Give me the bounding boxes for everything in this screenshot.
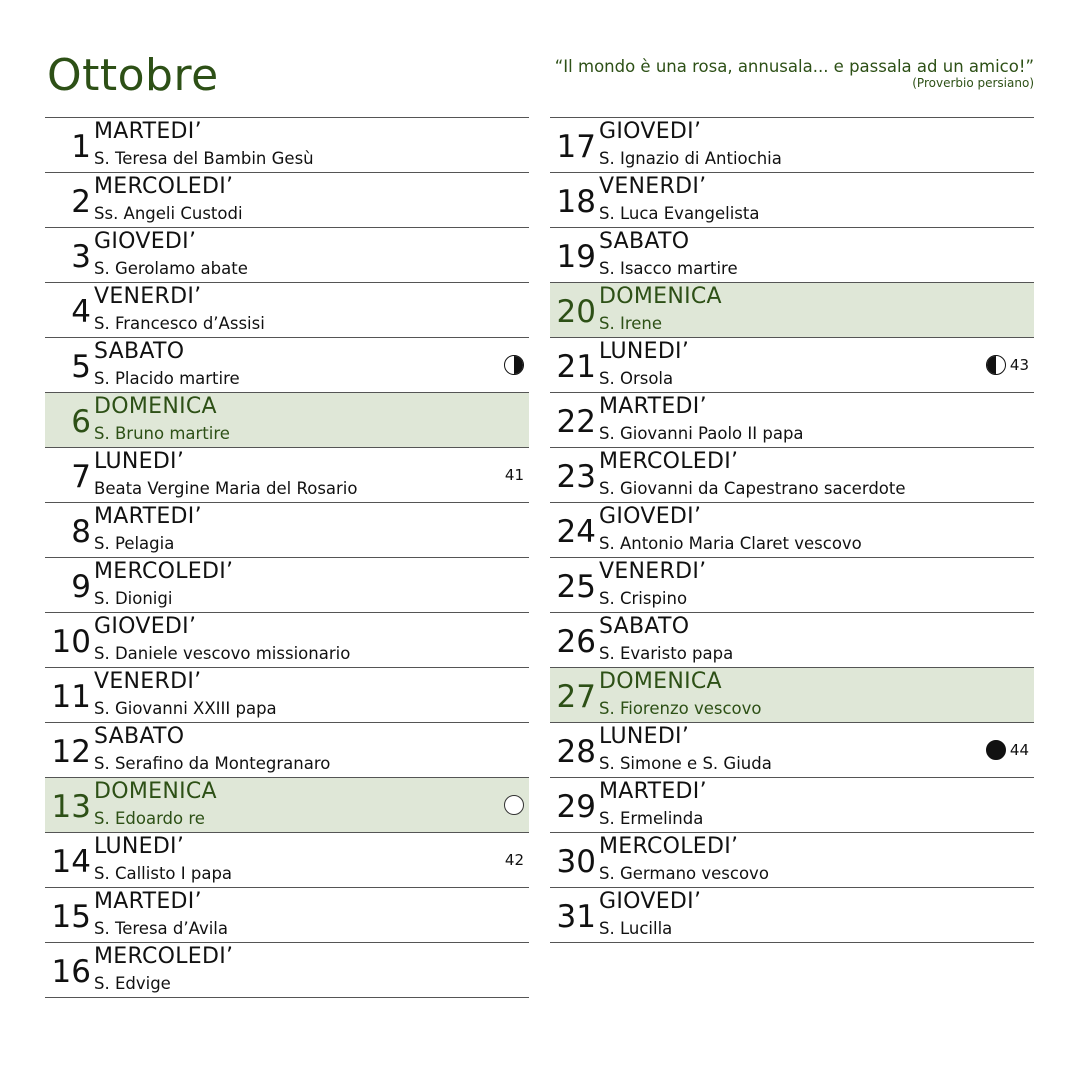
quote-source: (Proverbio persiano) [912, 76, 1034, 90]
saint-name: S. Fiorenzo vescovo [599, 699, 762, 718]
weekday-name: MERCOLEDI’ [94, 174, 234, 199]
saint-name: S. Ermelinda [599, 809, 704, 828]
weekday-name: LUNEDI’ [599, 339, 690, 364]
weekday-name: VENERDI’ [599, 559, 707, 584]
weekday-name: GIOVEDI’ [94, 614, 197, 639]
day-number: 7 [71, 459, 91, 495]
saint-name: S. Pelagia [94, 534, 175, 553]
weekday-name: DOMENICA [94, 394, 217, 419]
weekday-name: MARTEDI’ [94, 889, 202, 914]
day-number: 14 [51, 844, 91, 880]
day-number: 9 [71, 569, 91, 605]
weekday-name: DOMENICA [599, 284, 722, 309]
days-column-right [550, 117, 1034, 943]
saint-name: Beata Vergine Maria del Rosario [94, 479, 358, 498]
day-row [45, 393, 529, 448]
saint-name: S. Edvige [94, 974, 171, 993]
day-number: 4 [71, 294, 91, 330]
weekday-name: SABATO [599, 614, 690, 639]
day-row [45, 833, 529, 888]
saint-name: S. Irene [599, 314, 663, 333]
day-row [550, 173, 1034, 228]
week-number: 43 [1009, 356, 1029, 374]
day-row [45, 668, 529, 723]
weekday-name: DOMENICA [599, 669, 722, 694]
day-number: 19 [556, 239, 596, 275]
weekday-name: LUNEDI’ [94, 834, 185, 859]
day-number: 30 [556, 844, 596, 880]
day-number: 15 [51, 899, 91, 935]
saint-name: S. Placido martire [94, 369, 240, 388]
day-row [550, 558, 1034, 613]
saint-name: S. Giovanni XXIII papa [94, 699, 277, 718]
weekday-name: MARTEDI’ [599, 779, 707, 804]
saint-name: S. Callisto I papa [94, 864, 233, 883]
day-row [550, 228, 1034, 283]
day-row [550, 833, 1034, 888]
weekday-name: VENERDI’ [94, 284, 202, 309]
day-number: 16 [51, 954, 91, 990]
saint-name: S. Ignazio di Antiochia [599, 149, 782, 168]
saint-name: S. Teresa del Bambin Gesù [94, 149, 314, 168]
day-number: 17 [556, 129, 596, 165]
day-row [45, 338, 529, 393]
new-moon-icon [986, 740, 1006, 760]
day-number: 22 [556, 404, 596, 440]
day-number: 18 [556, 184, 596, 220]
day-row [45, 778, 529, 833]
day-number: 6 [71, 404, 91, 440]
saint-name: S. Gerolamo abate [94, 259, 248, 278]
day-row [45, 558, 529, 613]
weekday-name: SABATO [94, 339, 185, 364]
weekday-name: LUNEDI’ [94, 449, 185, 474]
weekday-name: GIOVEDI’ [599, 889, 702, 914]
day-number: 20 [556, 294, 596, 330]
weekday-name: MERCOLEDI’ [599, 834, 739, 859]
week-number: 41 [504, 466, 524, 484]
day-row [45, 613, 529, 668]
saint-name: S. Dionigi [94, 589, 173, 608]
first-quarter-moon-icon [504, 355, 524, 375]
day-row [550, 668, 1034, 723]
day-row [550, 448, 1034, 503]
saint-name: S. Giovanni da Capestrano sacerdote [599, 479, 906, 498]
saint-name: S. Serafino da Montegranaro [94, 754, 331, 773]
saint-name: S. Orsola [599, 369, 674, 388]
day-row [45, 228, 529, 283]
day-number: 8 [71, 514, 91, 550]
day-row [45, 943, 529, 998]
day-number: 29 [556, 789, 596, 825]
saint-name: S. Edoardo re [94, 809, 205, 828]
day-row [550, 393, 1034, 448]
day-row [45, 118, 529, 173]
day-row [550, 283, 1034, 338]
weekday-name: MERCOLEDI’ [94, 559, 234, 584]
day-number: 24 [556, 514, 596, 550]
weekday-name: LUNEDI’ [599, 724, 690, 749]
weekday-name: DOMENICA [94, 779, 217, 804]
weekday-name: MARTEDI’ [599, 394, 707, 419]
saint-name: S. Daniele vescovo missionario [94, 644, 351, 663]
saint-name: S. Lucilla [599, 919, 673, 938]
quote [555, 57, 1034, 90]
day-number: 12 [51, 734, 91, 770]
day-number: 1 [71, 129, 91, 165]
full-moon-icon [504, 795, 524, 815]
day-row [550, 888, 1034, 943]
weekday-name: VENERDI’ [94, 669, 202, 694]
day-number: 25 [556, 569, 596, 605]
weekday-name: MARTEDI’ [94, 119, 202, 144]
day-row [45, 888, 529, 943]
day-number: 5 [71, 349, 91, 385]
weekday-name: MERCOLEDI’ [599, 449, 739, 474]
weekday-name: GIOVEDI’ [599, 119, 702, 144]
week-number: 42 [504, 851, 524, 869]
day-number: 28 [556, 734, 596, 770]
saint-name: S. Crispino [599, 589, 688, 608]
day-row [550, 503, 1034, 558]
day-number: 23 [556, 459, 596, 495]
saint-name: S. Giovanni Paolo II papa [599, 424, 804, 443]
weekday-name: SABATO [599, 229, 690, 254]
saint-name: S. Isacco martire [599, 259, 738, 278]
day-row [550, 778, 1034, 833]
day-row [45, 283, 529, 338]
weekday-name: GIOVEDI’ [94, 229, 197, 254]
saint-name: S. Francesco d’Assisi [94, 314, 265, 333]
day-number: 26 [556, 624, 596, 660]
day-row [45, 503, 529, 558]
saint-name: S. Germano vescovo [599, 864, 769, 883]
saint-name: S. Simone e S. Giuda [599, 754, 772, 773]
day-row [550, 723, 1034, 778]
day-row [45, 173, 529, 228]
day-row [45, 448, 529, 503]
weekday-name: MARTEDI’ [94, 504, 202, 529]
weekday-name: VENERDI’ [599, 174, 707, 199]
day-number: 13 [51, 789, 91, 825]
day-number: 2 [71, 184, 91, 220]
day-row [550, 118, 1034, 173]
saint-name: S. Luca Evangelista [599, 204, 760, 223]
saint-name: S. Antonio Maria Claret vescovo [599, 534, 862, 553]
day-number: 10 [51, 624, 91, 660]
day-row [550, 613, 1034, 668]
last-quarter-moon-icon [986, 355, 1006, 375]
day-number: 21 [556, 349, 596, 385]
saint-name: S. Evaristo papa [599, 644, 734, 663]
days-column-left [45, 117, 529, 998]
day-row [45, 723, 529, 778]
month-title: Ottobre [47, 50, 219, 101]
day-number: 3 [71, 239, 91, 275]
day-number: 27 [556, 679, 596, 715]
weekday-name: SABATO [94, 724, 185, 749]
saint-name: S. Teresa d’Avila [94, 919, 228, 938]
day-row [550, 338, 1034, 393]
day-number: 11 [51, 679, 91, 715]
day-number: 31 [556, 899, 596, 935]
weekday-name: MERCOLEDI’ [94, 944, 234, 969]
week-number: 44 [1009, 741, 1029, 759]
saint-name: Ss. Angeli Custodi [94, 204, 243, 223]
quote-text: “Il mondo è una rosa, annusala... e passala ad un amico!” [554, 57, 1034, 76]
weekday-name: GIOVEDI’ [599, 504, 702, 529]
saint-name: S. Bruno martire [94, 424, 230, 443]
